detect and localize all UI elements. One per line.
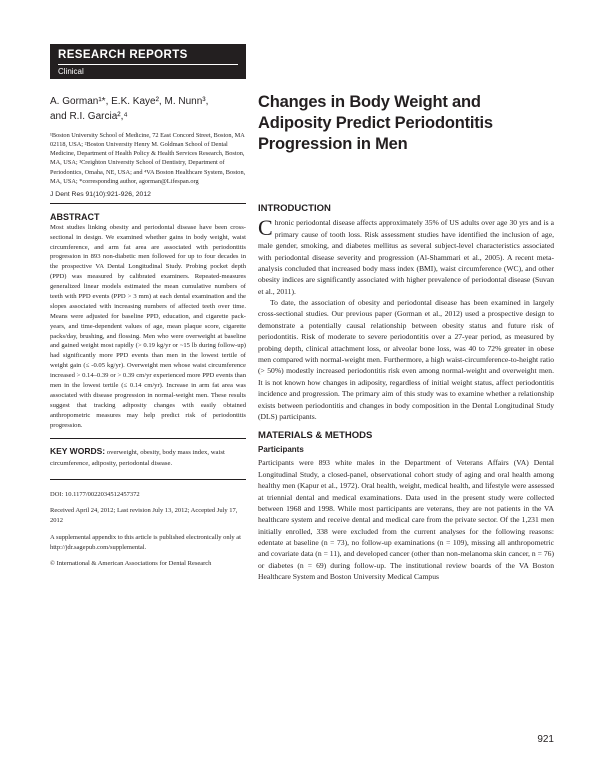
affiliations: ¹Boston University School of Medicine, 72 East Concord Street, Boston, MA 02118, USA; ²Boston University Henry M. Goldman School of Dental Medicine, Department of Health Policy & Health Services Research, Boston, MA, USA; ³Creighton University School of Dentistry, Department of Periodontics, Omaha, NE, USA; and ⁴VA Boston Healthcare System, Boston, MA, USA; *corresponding author, agorman@Lifespan.org — [50, 132, 246, 185]
left-column — [50, 44, 246, 576]
article-meta — [50, 490, 246, 570]
section-subtitle: Clinical — [58, 64, 238, 76]
introduction-body — [258, 217, 554, 422]
author-line-2: and R.I. Garcia²,⁴ — [50, 110, 128, 122]
received-dates: Received April 24, 2012; Last revision July 13, 2012; Accepted July 17, 2012 — [50, 507, 238, 525]
introduction-paragraph-1-text: hronic periodontal disease affects approximately 35% of US adults over age 30 yrs and is a primary cause of tooth loss. Risk assessment studies have identified the inclusion of age, male gender, smoking, and diabetes mellitus as several subject-level characteristics associated with periodontal disease severity and progression (Al-Shammari et al., 2005). A recent meta-analysis concluded that increased body mass index (BMI), waist circumference (WC), and other obesity indices are significantly associated with higher prevalence of periodontal disease (Suvan et al., 2011). — [258, 218, 554, 296]
methods-body — [258, 457, 554, 582]
author-line-1: A. Gorman¹*, E.K. Kaye², M. Nunn³, — [50, 96, 209, 107]
article-title: Changes in Body Weight and Adiposity Predict Periodontitis Progression in Men — [258, 93, 493, 154]
section-title: RESEARCH REPORTS — [58, 49, 188, 61]
methods-heading: MATERIALS & METHODS — [258, 430, 373, 442]
drop-cap: C — [258, 215, 273, 241]
abstract-text: Most studies linking obesity and periodontal disease have been cross-sectional in design. We examined whether gains in body weight, waist circumference, and arm fat area are associated with periodontitis progression in 893 non-diabetic men followed for up to four decades in the prospective VA Dental Longitudinal Study. Probing pocket depth (PPD) was measured by calibrated examiners. Repeated-measures generalized linear models estimated the mean cumulative numbers of teeth with PPD events (PPD > 3 mm) at each dental examination and the slopes associated with increasing numbers of affected teeth over time. Means were adjusted for baseline PPD, education, and cigarette pack-years, and time-dependent values of age, mean plaque score, cigarette packs/day, brushing, and flossing. Men who were overweight at baseline and gained weight most rapidly (> 0.19 kg/yr or ~15 lb during follow-up) had significantly more PPD events than men in the lowest tertile of weight gain (≤ -0.05 kg/yr). Overweight men whose waist circumference increased > 0.14–0.39 or > 0.39 cm/yr experienced more PPD events than men in the lowest tertile (≤ 0.14 cm/yr). Increase in arm fat area was associated with disease progression in normal-weight men. These results suggest that tracking adiposity changes with easily obtained anthropometric measures may help predict risk of periodontitis progression. — [50, 223, 246, 429]
section-banner — [50, 44, 246, 79]
supplement-note: A supplemental appendix to this article is published electronically only at http://jdr.sagepub.com/supplemental. — [50, 533, 241, 551]
journal-citation: J Dent Res 91(10):921-926, 2012 — [50, 191, 246, 204]
right-column — [258, 44, 554, 583]
methods-paragraph-1: Participants were 893 white males in the Department of Veterans Affairs (VA) Dental Longitudinal Study, a closed-panel, observational cohort study of aging and oral health among healthy men (Kapur et al., 1972). Oral health, weight, medical health, and lifestyle were assessed at triennial dental and medical examinations. Data used in the present study were collected between 1968 and 1998. While most participants are veterans, they are not patients in the VA healthcare system and receive dental and medical care from the private sector. Of the 1,231 men initially enrolled, 338 were excluded from the current analyses for the following reasons: edentate at baseline (n = 73), no follow-up examinations (n = 109), missing all anthropometric and covariate data (n = 11), and developed cancer (other than non-melanoma skin cancer, n = 76) or diabetes (n = 69) during follow-up. The institutional review boards of the VA Boston Healthcare System and Boston University Medical Campus — [258, 458, 554, 582]
abstract-heading: ABSTRACT — [50, 211, 100, 222]
introduction-paragraph-1 — [258, 217, 554, 297]
doi: DOI: 10.1177/0022034512457372 — [50, 490, 140, 498]
keywords-block — [50, 438, 246, 479]
copyright: © International & American Associations for Dental Research — [50, 560, 212, 568]
author-list — [50, 95, 246, 124]
introduction-heading: INTRODUCTION — [258, 203, 331, 215]
page-number: 921 — [537, 734, 554, 745]
keywords-label: KEY WORDS: — [50, 446, 106, 457]
introduction-paragraph-2: To date, the association of obesity and periodontal disease has been examined in largely cross-sectional studies. Our previous paper (Gorman et al., 2012) used a prospective design to demonstrate a potentially causal relationship between obesity status and future risk of periodontitis. Risk of moderate to severe periodontitis over a 27-year period, as measured by probing depth, clinical attachment loss, or alveolar bone loss, was 40 to 72% greater in obese men compared with normal-weight men. Furthermore, a high waist-circumference-to-height ratio (> 50%) modestly increased periodontitis risk even among normal-weight and overweight men. It is not known how changes in adiposity, regardless of initial weight status, affect periodontitis incidence and progression. The primary aim of this study was to examine whether a relationship exists between periodontitis and changes in body composition in the Dental Longitudinal Study (DLS) participants. — [258, 298, 554, 421]
keywords-text: overweight, obesity, body mass index, waist circumference, adiposity, periodontal disease. — [50, 449, 225, 467]
participants-subheading: Participants — [258, 445, 304, 455]
